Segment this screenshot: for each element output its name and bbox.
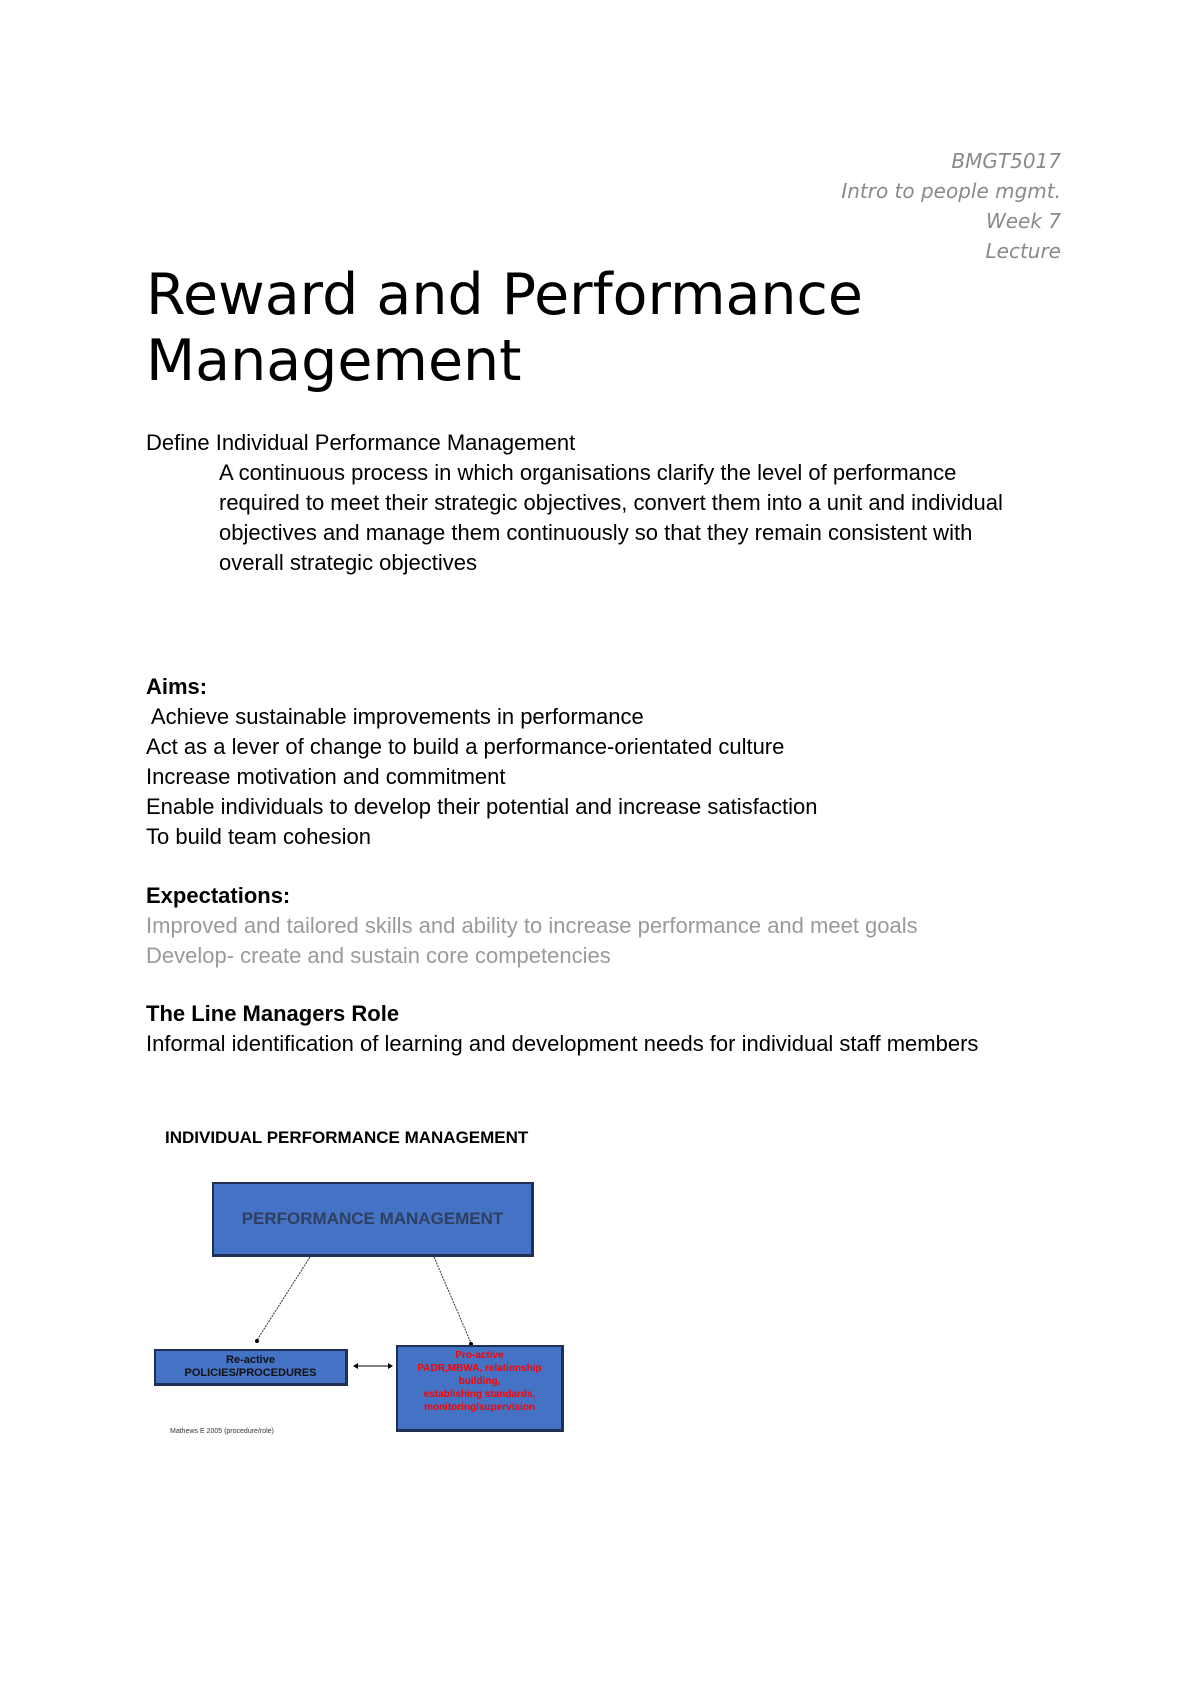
arrow-left-head [255,1339,259,1343]
title-line-1: Reward and Performance [146,262,863,328]
proactive-box [396,1345,564,1432]
expectations-heading: Expectations: [146,883,291,908]
proactive-line: Pro-active [455,1350,504,1361]
define-line: objectives and manage them continuously so that they remain consistent with [219,520,973,545]
aim-item: Enable individuals to develop their potential and increase satisfaction [146,794,818,819]
week-label: Week 7 [985,209,1061,233]
line-managers-text: Informal identification of learning and development needs for individual staff members [146,1031,979,1056]
aim-item: To build team cohesion [146,824,372,849]
arrow-left [257,1257,310,1340]
diagram-title: INDIVIDUAL PERFORMANCE MANAGEMENT [165,1128,529,1147]
proactive-line: PADR,MBWA, relationship [417,1363,542,1374]
lecture-label: Lecture [985,239,1061,263]
aim-item: Achieve sustainable improvements in performance [146,704,644,729]
proactive-line: establishing standards, [423,1389,536,1400]
proactive-line: monitoring/supervision [423,1402,536,1413]
aim-item: Act as a lever of change to build a performance-orientated culture [146,734,785,759]
define-line: required to meet their strategic objectives, convert them into a unit and individual [219,490,1003,515]
define-heading: Define Individual Performance Management [146,430,576,455]
expectation-item: Develop- create and sustain core competencies [146,943,611,968]
top-box-label: PERFORMANCE MANAGEMENT [241,1209,504,1228]
define-line: overall strategic objectives [219,550,478,575]
aim-item: Increase motivation and commitment [146,764,506,789]
diagram-citation: Mathews E 2005 (procedure/role) [170,1428,274,1435]
line-managers-heading: The Line Managers Role [146,1001,400,1026]
course-name: Intro to people mgmt. [841,179,1061,203]
proactive-line: building, [458,1376,501,1387]
expectation-item: Improved and tailored skills and ability to increase performance and meet goals [146,913,918,938]
course-code: BMGT5017 [951,149,1061,173]
reactive-box [154,1349,348,1386]
arrow-right [434,1257,471,1343]
policies-label: POLICIES/PROCEDURES [184,1367,317,1379]
aims-heading: Aims: [146,674,208,699]
reactive-label: Re-active [226,1354,275,1366]
define-line: A continuous process in which organisations clarify the level of performance [219,460,957,485]
title-line-2: Management [146,328,522,394]
